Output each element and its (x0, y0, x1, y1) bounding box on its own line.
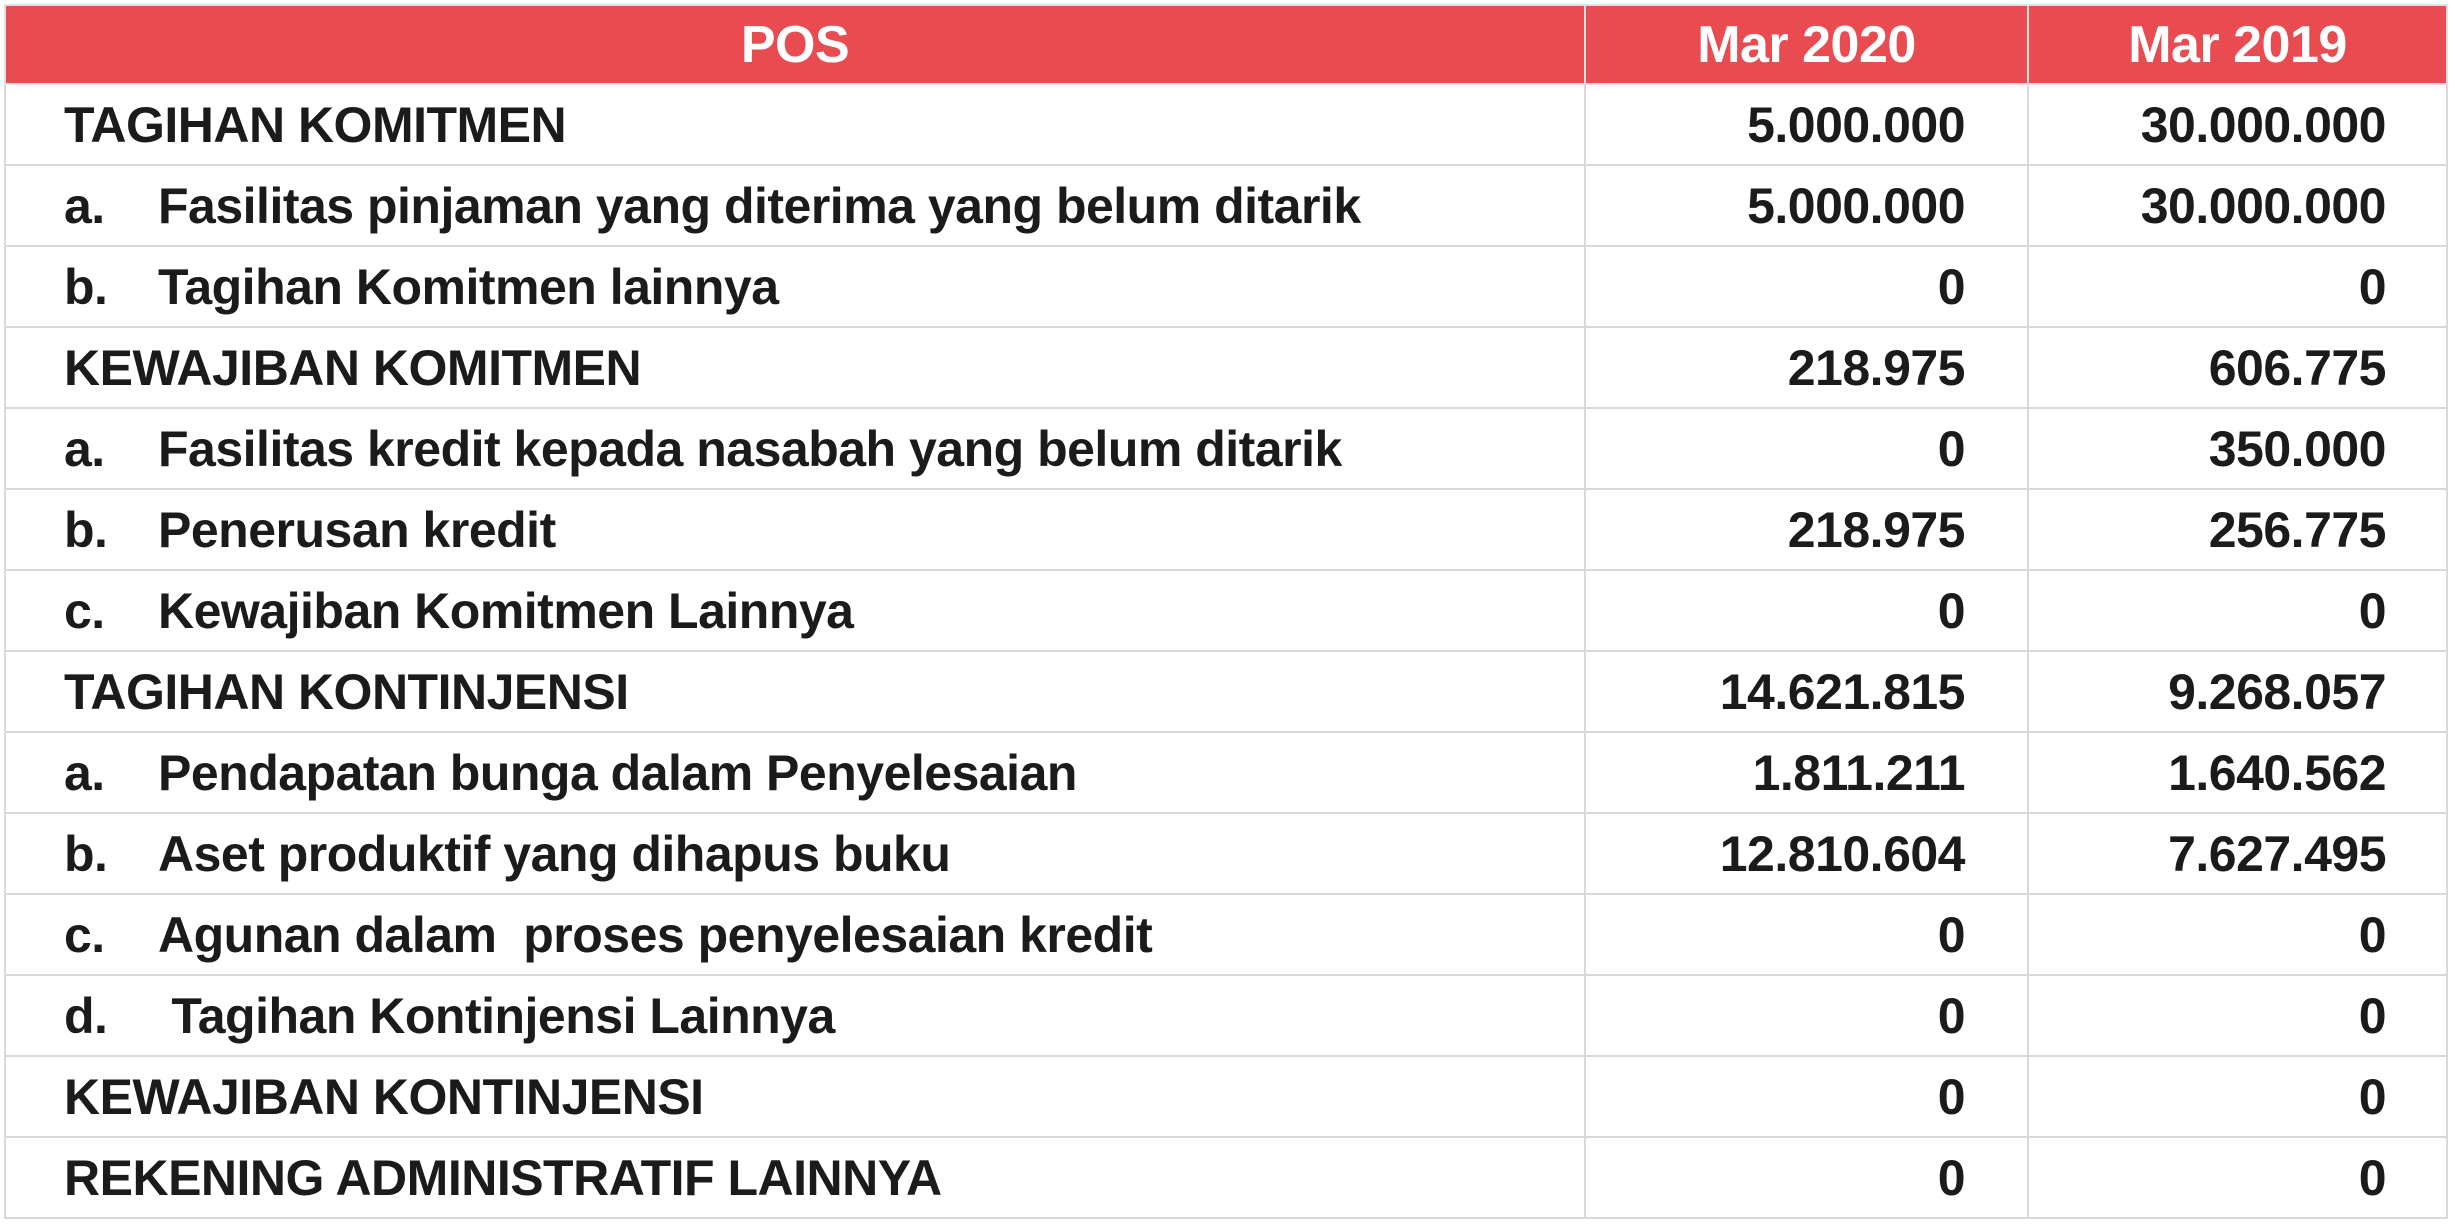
value-mar-2019: 0 (2028, 975, 2447, 1056)
row-label-cell (5, 1056, 1585, 1137)
table-row (5, 732, 2447, 813)
value-mar-2019: 606.775 (2028, 327, 2447, 408)
row-prefix: b. (64, 501, 108, 558)
row-label-cell (5, 489, 1585, 570)
row-label: Kewajiban Komitmen Lainnya (158, 582, 854, 639)
row-prefix: c. (64, 582, 105, 639)
table-row (5, 813, 2447, 894)
value-mar-2020: 0 (1585, 1056, 2028, 1137)
header-row (5, 5, 2447, 84)
value-mar-2020: 218.975 (1585, 489, 2028, 570)
value-mar-2019: 0 (2028, 570, 2447, 651)
row-label-cell (5, 732, 1585, 813)
row-prefix: a. (64, 177, 105, 234)
value-mar-2020: 5.000.000 (1585, 84, 2028, 165)
value-mar-2020: 0 (1585, 246, 2028, 327)
row-label: TAGIHAN KOMITMEN (64, 96, 567, 153)
value-mar-2019: 256.775 (2028, 489, 2447, 570)
row-prefix: b. (64, 825, 108, 882)
value-mar-2019: 9.268.057 (2028, 651, 2447, 732)
value-mar-2019: 0 (2028, 246, 2447, 327)
row-label-cell (5, 813, 1585, 894)
value-mar-2020: 0 (1585, 894, 2028, 975)
row-label-cell (5, 327, 1585, 408)
row-label-cell (5, 408, 1585, 489)
value-mar-2020: 0 (1585, 1137, 2028, 1218)
row-prefix: a. (64, 744, 105, 801)
row-label: Tagihan Komitmen lainnya (158, 258, 779, 315)
header-mar-2020: Mar 2020 (1585, 5, 2028, 84)
row-label: TAGIHAN KONTINJENSI (64, 663, 629, 720)
table-row (5, 1137, 2447, 1218)
row-label: Penerusan kredit (158, 501, 556, 558)
table-row (5, 975, 2447, 1056)
row-label: Tagihan Kontinjensi Lainnya (158, 987, 835, 1044)
value-mar-2020: 1.811.211 (1585, 732, 2028, 813)
value-mar-2020: 0 (1585, 570, 2028, 651)
table-row (5, 489, 2447, 570)
value-mar-2019: 1.640.562 (2028, 732, 2447, 813)
table-row (5, 570, 2447, 651)
row-label-cell (5, 1137, 1585, 1218)
value-mar-2019: 0 (2028, 894, 2447, 975)
row-prefix: c. (64, 906, 105, 963)
value-mar-2019: 350.000 (2028, 408, 2447, 489)
table-header (5, 5, 2447, 84)
row-label: Fasilitas pinjaman yang diterima yang belum ditarik (158, 177, 1361, 234)
table-row (5, 894, 2447, 975)
table-row (5, 1056, 2447, 1137)
row-label: KEWAJIBAN KONTINJENSI (64, 1068, 704, 1125)
value-mar-2020: 14.621.815 (1585, 651, 2028, 732)
table-row (5, 165, 2447, 246)
commitments-contingencies-table (4, 4, 2448, 1219)
table-row (5, 84, 2447, 165)
value-mar-2020: 5.000.000 (1585, 165, 2028, 246)
table-row (5, 327, 2447, 408)
row-label-cell (5, 165, 1585, 246)
row-label: Agunan dalam proses penyelesaian kredit (158, 906, 1153, 963)
row-prefix: d. (64, 987, 108, 1044)
value-mar-2020: 0 (1585, 408, 2028, 489)
row-label: KEWAJIBAN KOMITMEN (64, 339, 642, 396)
value-mar-2019: 30.000.000 (2028, 165, 2447, 246)
value-mar-2019: 30.000.000 (2028, 84, 2447, 165)
row-label: Pendapatan bunga dalam Penyelesaian (158, 744, 1077, 801)
table-body (5, 84, 2447, 1218)
row-label: Fasilitas kredit kepada nasabah yang belum ditarik (158, 420, 1342, 477)
row-label-cell (5, 975, 1585, 1056)
row-label-cell (5, 84, 1585, 165)
row-prefix: a. (64, 420, 105, 477)
row-label-cell (5, 246, 1585, 327)
row-label: Aset produktif yang dihapus buku (158, 825, 951, 882)
row-prefix: b. (64, 258, 108, 315)
value-mar-2019: 0 (2028, 1056, 2447, 1137)
header-mar-2019: Mar 2019 (2028, 5, 2447, 84)
value-mar-2020: 218.975 (1585, 327, 2028, 408)
row-label-cell (5, 651, 1585, 732)
value-mar-2019: 7.627.495 (2028, 813, 2447, 894)
value-mar-2019: 0 (2028, 1137, 2447, 1218)
table-row (5, 651, 2447, 732)
row-label: REKENING ADMINISTRATIF LAINNYA (64, 1149, 942, 1206)
header-pos: POS (5, 5, 1585, 84)
row-label-cell (5, 894, 1585, 975)
table-row (5, 246, 2447, 327)
table-row (5, 408, 2447, 489)
value-mar-2020: 12.810.604 (1585, 813, 2028, 894)
value-mar-2020: 0 (1585, 975, 2028, 1056)
row-label-cell (5, 570, 1585, 651)
